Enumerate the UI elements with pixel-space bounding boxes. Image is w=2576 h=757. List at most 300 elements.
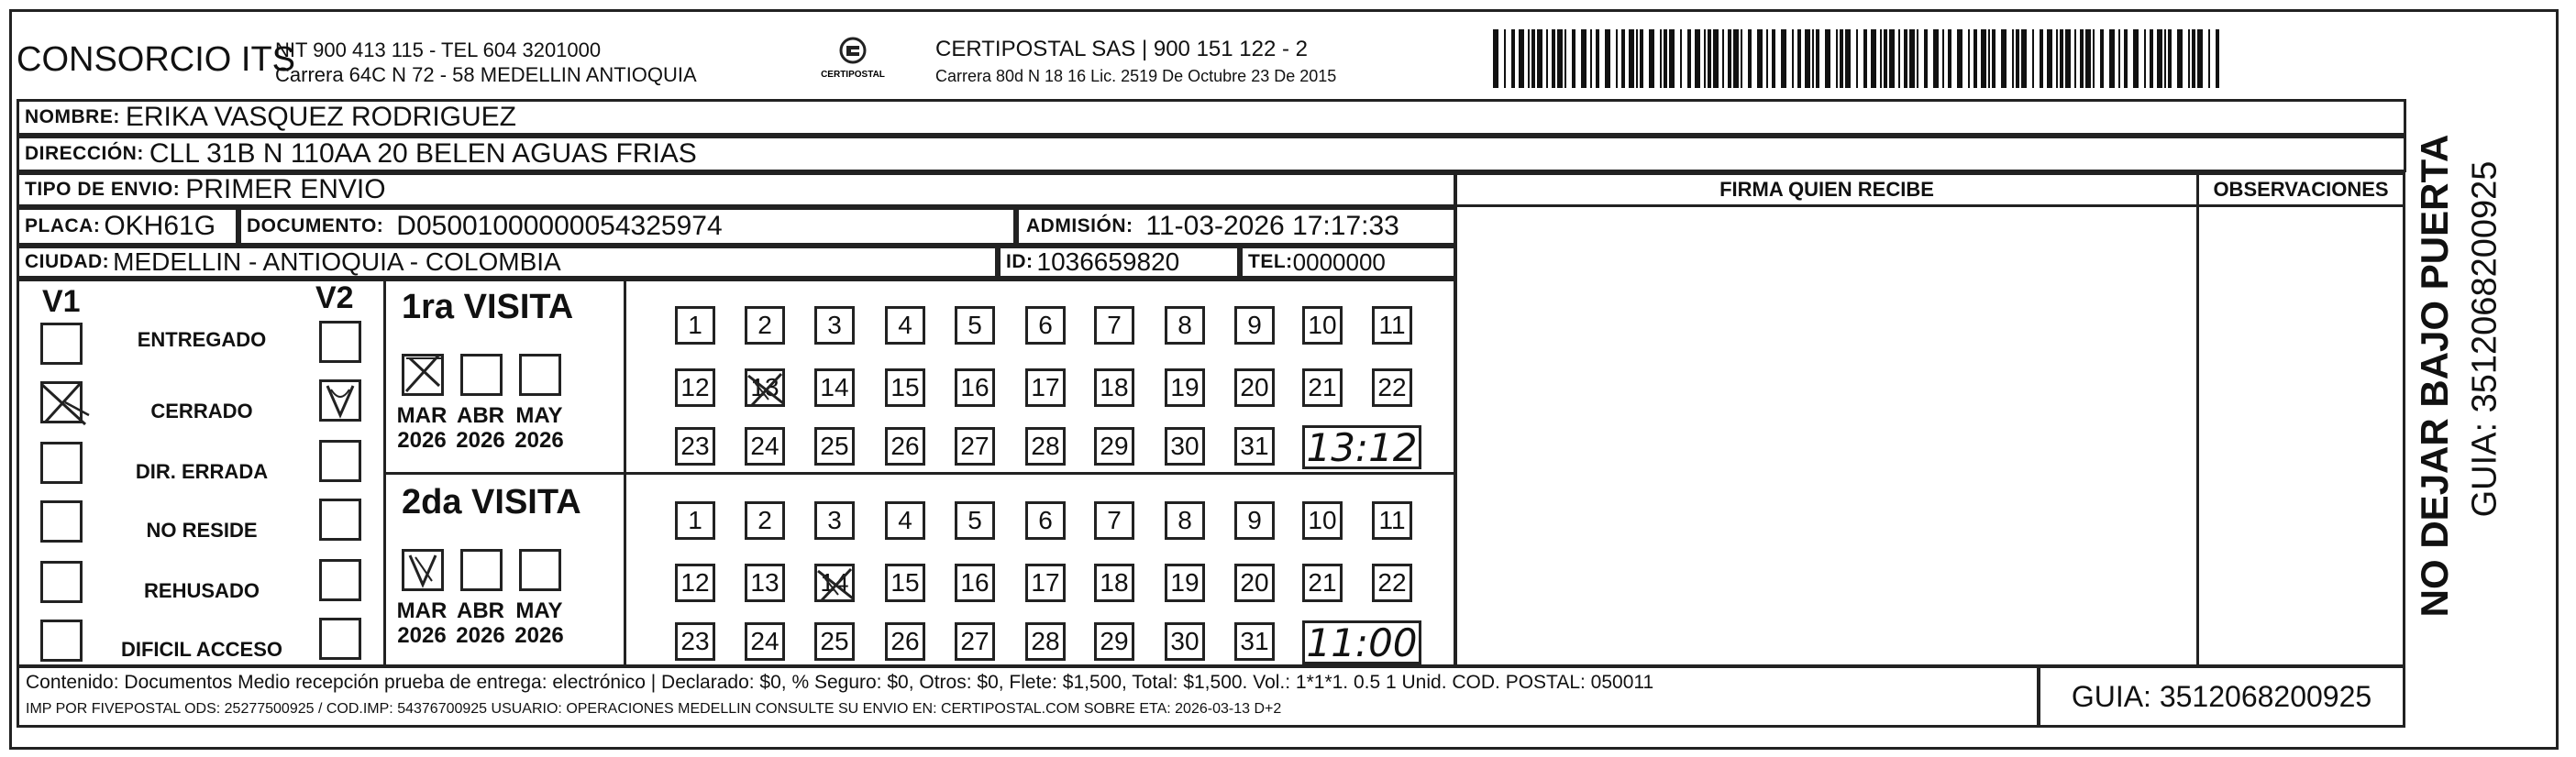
placa-value: OKH61G — [104, 211, 216, 241]
barcode-bar — [2085, 29, 2091, 88]
barcode-bar — [1511, 29, 1515, 88]
barcode-bar — [2150, 29, 2153, 88]
day-number: 18 — [1094, 368, 1134, 407]
barcode-bar — [2047, 29, 2052, 88]
barcode-bar — [2100, 29, 2104, 88]
month-label — [394, 403, 449, 453]
status-v2-checkbox[interactable] — [319, 321, 361, 363]
month-name: MAR — [396, 598, 448, 623]
day-number: 20 — [1234, 564, 1275, 602]
time-value: 11:00 — [1306, 620, 1418, 665]
side-warning: NO DEJAR BAJO PUERTA — [2413, 134, 2456, 618]
day-number: 10 — [1302, 501, 1343, 540]
day-cell[interactable] — [1161, 365, 1211, 412]
month-checkbox[interactable] — [402, 549, 444, 591]
day-number: 25 — [814, 427, 855, 466]
observaciones-header: OBSERVACIONES — [2196, 172, 2405, 207]
day-cell[interactable] — [811, 619, 860, 666]
barcode-bar — [1581, 29, 1587, 88]
barcode-bar — [1546, 29, 1548, 88]
barcode-bar — [1636, 29, 1638, 88]
day-cell[interactable] — [1161, 423, 1211, 471]
day-number: 14 — [814, 564, 855, 602]
footer-contenido: Contenido: Documentos Medio recepción prueba de entrega: electrónico | Declarado: $0, % Seguro: $0, Otros: $0, Flete: $1,500, Total: $1,500. Vol.: 1*1*1. 0.5 1 Unid. COD. POSTAL: 050011 — [26, 672, 1654, 693]
day-cell[interactable] — [881, 619, 931, 666]
month-year: 2026 — [514, 623, 564, 648]
day-number: 31 — [1234, 622, 1275, 661]
time-value: 13:12 — [1306, 424, 1418, 470]
day-number: 9 — [1234, 306, 1275, 345]
day-cell[interactable] — [1368, 560, 1418, 608]
row-nombre — [17, 99, 2406, 136]
barcode-bar — [1781, 29, 1786, 88]
status-v2-checkbox[interactable] — [319, 499, 361, 541]
barcode-bar — [2016, 29, 2019, 88]
barcode-bar — [2216, 29, 2219, 88]
day-cell[interactable] — [1161, 619, 1211, 666]
barcode-bar — [2164, 29, 2166, 88]
v2-header: V2 — [315, 280, 354, 315]
status-v1-checkbox[interactable] — [40, 381, 83, 423]
day-number: 27 — [955, 427, 995, 466]
month-name: ABR — [457, 403, 504, 428]
barcode-bar — [2208, 29, 2210, 88]
day-number: 18 — [1094, 564, 1134, 602]
barcode-bar — [1605, 29, 1610, 88]
day-cell[interactable] — [1299, 365, 1348, 412]
barcode-bar — [1792, 29, 1794, 88]
visit-separator — [383, 472, 1456, 475]
barcode-bar — [1757, 29, 1763, 88]
ciudad-value: MEDELLIN - ANTIOQUIA - COLOMBIA — [113, 247, 561, 276]
day-cell[interactable] — [951, 619, 1001, 666]
day-cell[interactable] — [741, 560, 790, 608]
barcode-bar — [1836, 29, 1838, 88]
month-label — [453, 598, 508, 648]
tipo-envio-value: PRIMER ENVIO — [185, 174, 386, 204]
day-number: 20 — [1234, 368, 1275, 407]
tipo-envio-label: TIPO DE ENVIO: — [25, 179, 181, 200]
barcode-bar — [1616, 29, 1618, 88]
barcode-bar — [2032, 29, 2034, 88]
day-number: 30 — [1165, 427, 1205, 466]
day-number: 16 — [955, 564, 995, 602]
day-cell[interactable] — [671, 560, 721, 608]
barcode-bar — [2093, 29, 2095, 88]
barcode-bar — [1840, 29, 1843, 88]
barcode-bar — [1898, 29, 1900, 88]
day-number: 26 — [885, 622, 925, 661]
day-number: 15 — [885, 368, 925, 407]
day-cell[interactable] — [1231, 423, 1280, 471]
day-number: 21 — [1302, 564, 1343, 602]
day-cell[interactable] — [811, 302, 860, 350]
barcode-bar — [1884, 29, 1887, 88]
barcode-bar — [1493, 29, 1498, 88]
status-v2-checkbox[interactable] — [319, 440, 361, 482]
day-number: 24 — [745, 427, 785, 466]
day-cell[interactable] — [1022, 619, 1071, 666]
tel-cell — [1240, 246, 1456, 279]
day-number: 17 — [1025, 564, 1066, 602]
barcode-bar — [2012, 29, 2014, 88]
ciudad-cell — [17, 246, 998, 279]
placa-label: PLACA: — [25, 215, 101, 236]
day-number: 27 — [955, 622, 995, 661]
barcode-bar — [1537, 29, 1542, 88]
barcode-bar — [1973, 29, 1977, 88]
day-number: 13 — [745, 564, 785, 602]
day-cell[interactable] — [811, 423, 860, 471]
day-cell[interactable] — [741, 498, 790, 545]
day-number: 12 — [675, 368, 715, 407]
day-cell[interactable] — [741, 365, 790, 412]
id-label: ID: — [1006, 251, 1034, 272]
barcode-bar — [1713, 29, 1719, 88]
day-number: 5 — [955, 501, 995, 540]
barcode-bar — [2197, 29, 2203, 88]
status-v1-checkbox[interactable] — [40, 500, 83, 543]
barcode-bar — [1728, 29, 1731, 88]
day-number: 24 — [745, 622, 785, 661]
status-label: DIFICIL ACCESO — [120, 638, 282, 661]
month-year: 2026 — [397, 623, 447, 648]
row-tipo-envio — [17, 172, 1456, 207]
barcode-bar — [1531, 29, 1535, 88]
day-cell[interactable] — [1090, 560, 1140, 608]
day-cell[interactable] — [1231, 365, 1280, 412]
month-label — [512, 598, 567, 648]
day-number: 12 — [675, 564, 715, 602]
day-number: 3 — [814, 501, 855, 540]
firma-header: FIRMA QUIEN RECIBE — [1454, 172, 2199, 207]
day-cell[interactable] — [1231, 498, 1280, 545]
month-name: MAY — [515, 598, 563, 623]
barcode-bar — [2124, 29, 2128, 88]
day-cell[interactable] — [951, 365, 1001, 412]
barcode-bar — [2192, 29, 2195, 88]
status-v2-checkbox[interactable] — [319, 618, 361, 660]
company-address: Carrera 64C N 72 - 58 MEDELLIN ANTIOQUIA — [275, 63, 697, 86]
barcode-bar — [1708, 29, 1711, 88]
day-cell[interactable] — [1299, 302, 1348, 350]
barcode-bar — [1981, 29, 1986, 88]
admision-value: 11-03-2026 17:17:33 — [1145, 211, 1399, 241]
barcode-bar — [1590, 29, 1592, 88]
barcode-bar — [1856, 29, 1858, 88]
day-cell[interactable] — [1231, 560, 1280, 608]
day-cell[interactable] — [741, 619, 790, 666]
day-number: 4 — [885, 306, 925, 345]
day-number: 15 — [885, 564, 925, 602]
month-year: 2026 — [456, 428, 505, 453]
month-year: 2026 — [397, 428, 447, 453]
day-number: 31 — [1234, 427, 1275, 466]
day-number: 7 — [1094, 501, 1134, 540]
day-number: 14 — [814, 368, 855, 407]
row-direccion — [17, 136, 2406, 172]
day-number: 9 — [1234, 501, 1275, 540]
status-label: ENTREGADO — [137, 328, 267, 351]
company-name: CONSORCIO ITS — [17, 40, 296, 79]
day-cell[interactable] — [671, 423, 721, 471]
barcode-bar — [1924, 29, 1928, 88]
day-number: 19 — [1165, 564, 1205, 602]
day-number: 8 — [1165, 501, 1205, 540]
time-field[interactable] — [1302, 425, 1421, 469]
barcode-bar — [1557, 29, 1563, 88]
barcode-bar — [1748, 29, 1752, 88]
day-cell[interactable] — [951, 498, 1001, 545]
status-label: REHUSADO — [144, 579, 260, 602]
day-cell[interactable] — [881, 498, 931, 545]
month-label — [394, 598, 449, 648]
barcode-bar — [1552, 29, 1555, 88]
status-v2-checkbox[interactable] — [319, 379, 361, 422]
day-cell[interactable] — [881, 365, 931, 412]
day-number: 22 — [1372, 368, 1412, 407]
barcode-bar — [1816, 29, 1819, 88]
day-number: 29 — [1094, 622, 1134, 661]
day-cell[interactable] — [1022, 423, 1071, 471]
barcode-bar — [1660, 29, 1662, 88]
day-number: 30 — [1165, 622, 1205, 661]
visit-title: 1ra VISITA — [402, 288, 574, 326]
observaciones-area — [2196, 172, 2405, 667]
barcode-bar — [2144, 29, 2146, 88]
barcode-bar — [1805, 29, 1810, 88]
status-v2-checkbox[interactable] — [319, 559, 361, 601]
day-number: 29 — [1094, 427, 1134, 466]
barcode-bar — [1845, 29, 1851, 88]
v1-header: V1 — [42, 284, 81, 319]
admision-label: ADMISIÓN: — [1026, 215, 1133, 236]
barcode-bar — [1519, 29, 1524, 88]
day-cell[interactable] — [671, 619, 721, 666]
day-cell[interactable] — [1161, 498, 1211, 545]
barcode-bar — [1649, 29, 1654, 88]
placa-cell — [17, 207, 238, 246]
status-label: DIR. ERRADA — [135, 460, 269, 483]
day-cell[interactable] — [671, 302, 721, 350]
barcode-bar — [1948, 29, 1951, 88]
day-cell[interactable] — [671, 498, 721, 545]
barcode-bar — [1863, 29, 1867, 88]
day-cell[interactable] — [1090, 423, 1140, 471]
barcode — [1493, 29, 2227, 93]
status-v1-checkbox[interactable] — [40, 561, 83, 603]
barcode-bar — [1992, 29, 1996, 88]
carrier-license: Carrera 80d N 18 16 Lic. 2519 De Octubre 23 De 2015 — [935, 67, 1337, 85]
day-cell[interactable] — [1231, 302, 1280, 350]
day-cell[interactable] — [1368, 498, 1418, 545]
day-number: 10 — [1302, 306, 1343, 345]
day-number: 1 — [675, 306, 715, 345]
day-cell[interactable] — [1090, 619, 1140, 666]
day-cell[interactable] — [741, 423, 790, 471]
day-cell[interactable] — [951, 302, 1001, 350]
barcode-bar — [1942, 29, 1944, 88]
svg-text:CERTIPOSTAL: CERTIPOSTAL — [821, 70, 885, 80]
documento-label: DOCUMENTO: — [247, 215, 384, 236]
time-field[interactable] — [1302, 620, 1421, 664]
barcode-bar — [1572, 29, 1575, 88]
barcode-bar — [1909, 29, 1915, 88]
month-name: MAY — [515, 403, 563, 428]
barcode-bar — [1687, 29, 1691, 88]
day-cell[interactable] — [881, 302, 931, 350]
day-number: 19 — [1165, 368, 1205, 407]
day-number: 23 — [675, 427, 715, 466]
day-cell[interactable] — [1231, 619, 1280, 666]
barcode-bar — [1917, 29, 1918, 88]
side-guia: GUIA: 3512068200925 — [2465, 160, 2504, 518]
barcode-bar — [2188, 29, 2190, 88]
barcode-bar — [1664, 29, 1667, 88]
day-number: 7 — [1094, 306, 1134, 345]
barcode-bar — [2065, 29, 2071, 88]
barcode-bar — [2060, 29, 2063, 88]
barcode-bar — [1968, 29, 1970, 88]
footer-imp: IMP POR FIVEPOSTAL ODS: 25277500925 / COD.IMP: 54376700925 USUARIO: OPERACIONES MEDELLIN CONSULTE SU ENVIO EN: CERTIPOSTAL.COM SOBRE ETA: 2026-03-13 D+2 — [26, 701, 1282, 717]
day-cell[interactable] — [1161, 560, 1211, 608]
day-number: 3 — [814, 306, 855, 345]
day-number: 2 — [745, 501, 785, 540]
barcode-bar — [1680, 29, 1682, 88]
day-number: 28 — [1025, 427, 1066, 466]
barcode-bar — [2001, 29, 2007, 88]
company-nit: NIT 900 413 115 - TEL 604 3201000 — [275, 38, 602, 61]
day-number: 13 — [745, 368, 785, 407]
barcode-bar — [1766, 29, 1768, 88]
month-label — [512, 403, 567, 453]
day-cell[interactable] — [1022, 302, 1071, 350]
documento-value: D05001000000054325974 — [396, 211, 723, 241]
id-value: 1036659820 — [1036, 247, 1180, 276]
day-cell[interactable] — [811, 365, 860, 412]
tel-label: TEL: — [1248, 251, 1293, 272]
barcode-bar — [1889, 29, 1895, 88]
day-number: 6 — [1025, 306, 1066, 345]
day-number: 28 — [1025, 622, 1066, 661]
day-cell[interactable] — [1299, 560, 1348, 608]
direccion-value: CLL 31B N 110AA 20 BELEN AGUAS FRIAS — [149, 138, 697, 169]
barcode-bar — [2080, 29, 2084, 88]
day-cell[interactable] — [1161, 302, 1211, 350]
barcode-bar — [2056, 29, 2058, 88]
day-cell[interactable] — [1022, 365, 1071, 412]
status-v1-checkbox[interactable] — [40, 323, 83, 365]
barcode-bar — [2133, 29, 2139, 88]
month-name: MAR — [396, 403, 448, 428]
id-cell — [998, 246, 1240, 279]
day-number: 5 — [955, 306, 995, 345]
footer-guia: GUIA: 3512068200925 — [2038, 665, 2405, 728]
barcode-bar — [1629, 29, 1634, 88]
day-cell[interactable] — [1368, 302, 1418, 350]
barcode-bar — [1741, 29, 1742, 88]
day-number: 6 — [1025, 501, 1066, 540]
ciudad-label: CIUDAD: — [25, 251, 110, 272]
month-checkbox[interactable] — [519, 354, 561, 396]
nombre-label: NOMBRE: — [25, 106, 120, 127]
day-cell[interactable] — [1299, 498, 1348, 545]
day-number: 26 — [885, 427, 925, 466]
day-cell[interactable] — [881, 560, 931, 608]
nombre-value: ERIKA VASQUEZ RODRIGUEZ — [125, 102, 517, 132]
month-checkbox[interactable] — [402, 354, 444, 396]
day-number: 16 — [955, 368, 995, 407]
day-number: 11 — [1372, 306, 1412, 345]
month-checkbox[interactable] — [519, 549, 561, 591]
day-cell[interactable] — [1022, 498, 1071, 545]
day-cell[interactable] — [811, 560, 860, 608]
certipostal-logo — [807, 35, 899, 86]
barcode-bar — [1825, 29, 1830, 88]
day-number: 22 — [1372, 564, 1412, 602]
day-number: 11 — [1372, 501, 1412, 540]
day-cell[interactable] — [881, 423, 931, 471]
barcode-bar — [1957, 29, 1962, 88]
day-number: 25 — [814, 622, 855, 661]
barcode-bar — [1988, 29, 1990, 88]
month-year: 2026 — [514, 428, 564, 453]
status-v1-checkbox[interactable] — [40, 620, 83, 662]
day-cell[interactable] — [671, 365, 721, 412]
barcode-bar — [2074, 29, 2076, 88]
barcode-bar — [1695, 29, 1700, 88]
day-number: 21 — [1302, 368, 1343, 407]
day-cell[interactable] — [1368, 365, 1418, 412]
day-number: 8 — [1165, 306, 1205, 345]
barcode-bar — [1621, 29, 1625, 88]
barcode-bar — [1504, 29, 1506, 88]
documento-cell — [238, 207, 1016, 246]
day-cell[interactable] — [1022, 560, 1071, 608]
day-number: 2 — [745, 306, 785, 345]
barcode-bar — [2168, 29, 2172, 88]
status-v1-checkbox[interactable] — [40, 442, 83, 484]
day-cell[interactable] — [1090, 365, 1140, 412]
day-cell[interactable] — [1090, 498, 1140, 545]
status-label: NO RESIDE — [146, 519, 258, 542]
day-cell[interactable] — [811, 498, 860, 545]
day-cell[interactable] — [1090, 302, 1140, 350]
barcode-bar — [1880, 29, 1882, 88]
month-label — [453, 403, 508, 453]
day-cell[interactable] — [741, 302, 790, 350]
admision-cell — [1016, 207, 1456, 246]
day-cell[interactable] — [951, 423, 1001, 471]
barcode-bar — [1564, 29, 1566, 88]
barcode-bar — [1733, 29, 1739, 88]
barcode-bar — [1704, 29, 1706, 88]
month-checkbox[interactable] — [460, 549, 503, 591]
barcode-bar — [1640, 29, 1643, 88]
day-number: 17 — [1025, 368, 1066, 407]
visit-title: 2da VISITA — [402, 483, 581, 521]
barcode-bar — [2040, 29, 2043, 88]
barcode-bar — [2177, 29, 2183, 88]
firma-area — [1454, 172, 2199, 667]
day-cell[interactable] — [951, 560, 1001, 608]
day-number: 4 — [885, 501, 925, 540]
month-checkbox[interactable] — [460, 354, 503, 396]
barcode-bar — [1596, 29, 1599, 88]
barcode-bar — [1772, 29, 1775, 88]
barcode-bar — [2109, 29, 2115, 88]
day-number: 23 — [675, 622, 715, 661]
